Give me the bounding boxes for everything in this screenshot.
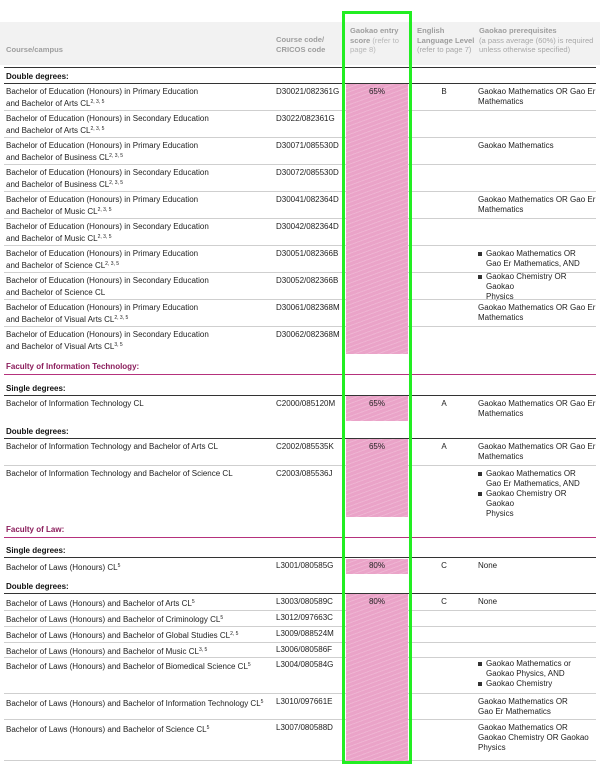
course-code: C2003/085536J <box>276 469 333 478</box>
divider <box>4 67 596 68</box>
table-header <box>0 22 600 65</box>
prerequisite-list <box>478 249 596 269</box>
course-code: L3001/080585G <box>276 561 334 570</box>
divider <box>4 110 596 111</box>
course-code: L3007/080588D <box>276 723 333 732</box>
header-prerequisites: Gaokao prerequisites (a pass average (60%) is required unless otherwise specified) <box>479 26 594 54</box>
divider <box>4 137 596 138</box>
divider <box>4 465 596 466</box>
faculty-divider <box>4 537 596 538</box>
divider <box>4 299 596 300</box>
divider <box>4 395 596 396</box>
course-name: Bachelor of Laws (Honours) $CL^5$ <box>6 563 121 572</box>
course-name: Bachelor of Education (Honours) in Primary Education and Bachelor of Arts CL$^{2, 3, 5}$ <box>6 87 199 108</box>
section-heading-single-degrees: Single degrees: <box>6 546 66 555</box>
divider <box>4 557 596 558</box>
divider <box>4 245 596 246</box>
divider <box>4 83 596 84</box>
prerequisite-list <box>478 469 596 519</box>
prerequisite: Gaokao Mathematics OR Gao Er Mathematics <box>478 195 596 214</box>
divider <box>4 693 596 694</box>
score-band-law-double <box>346 594 408 762</box>
faculty-heading-law: Faculty of Law: <box>6 525 65 534</box>
course-code: L3012/097663C <box>276 613 333 622</box>
prerequisite: None <box>478 561 498 570</box>
english-level: A <box>441 442 447 451</box>
course-code: D30052/082366B <box>276 276 339 285</box>
divider <box>4 164 596 165</box>
prerequisite: Gaokao Mathematics OR Gao Er Mathematics <box>478 442 596 461</box>
prerequisite: Gaokao Mathematics <box>478 141 554 150</box>
score-band-education <box>346 84 408 354</box>
prerequisite-list <box>478 272 596 302</box>
divider <box>4 719 596 720</box>
english-level: B <box>441 87 447 96</box>
divider <box>4 191 596 192</box>
prerequisite-item: Gaokao Chemistry <box>478 679 596 689</box>
prerequisite: Gaokao Mathematics OR Gao Er Mathematics <box>478 399 596 418</box>
divider <box>4 218 596 219</box>
gaokao-score: 65% <box>368 87 385 96</box>
course-name: Bachelor of Laws (Honours) and Bachelor of Arts $CL^5$ <box>6 599 195 608</box>
course-code: C2000/085120M <box>276 399 336 408</box>
course-name: Bachelor of Information Technology CL <box>6 399 144 408</box>
course-code: D30062/082368M <box>276 330 340 339</box>
course-name: Bachelor of Laws (Honours) and Bachelor of Global Studies CL$^{2, 5}$ <box>6 631 239 640</box>
course-name: Bachelor of Education (Honours) in Secondary Education and Bachelor of Business CL$^{2, 3, 5}$ <box>6 168 209 189</box>
english-level: C <box>441 597 447 606</box>
faculty-divider <box>4 374 596 375</box>
gaokao-score: 65% <box>368 399 385 408</box>
course-name: Bachelor of Education (Honours) in Primary Education and Bachelor of Business CL$^{2, 3, 5}$ <box>6 141 199 162</box>
course-name: Bachelor of Education (Honours) in Secondary Education and Bachelor of Arts CL$^{2, 3, 5}$ <box>6 114 209 135</box>
course-name: Bachelor of Education (Honours) in Primary Education and Bachelor of Science CL$^{2, 3, 5}$ <box>6 249 199 270</box>
course-name: Bachelor of Laws (Honours) and Bachelor of Music CL$^{3, 5}$ <box>6 647 208 656</box>
header-gaokao-score: Gaokao entry score (refer to page 8) <box>350 26 399 54</box>
course-name: Bachelor of Laws (Honours) and Bachelor of Information Technology $CL^5$ <box>6 699 264 708</box>
prerequisite: Gaokao Mathematics OR Gao Er Mathematics <box>478 697 568 716</box>
course-name: Bachelor of Education (Honours) in Secondary Education and Bachelor of Visual Arts CL$^{3, 5}$ <box>6 330 209 351</box>
course-name: Bachelor of Education (Honours) in Secondary Education and Bachelor of Science CL <box>6 276 209 297</box>
divider <box>4 760 596 761</box>
section-heading-double-degrees: Double degrees: <box>6 72 69 81</box>
faculty-heading-it: Faculty of Information Technology: <box>6 362 140 371</box>
course-code: D30061/082368M <box>276 303 340 312</box>
divider <box>4 438 596 439</box>
course-name: Bachelor of Education (Honours) in Primary Education and Bachelor of Music CL$^{2, 3, 5}$ <box>6 195 199 216</box>
course-code: L3004/080584G <box>276 660 334 669</box>
prerequisite-item: Gaokao Mathematics OR Gao Er Mathematics, AND <box>478 469 596 489</box>
header-english-level: English Language Level (refer to page 7) <box>417 26 475 54</box>
course-code: D30042/082364D <box>276 222 339 231</box>
header-course-code: Course code/ CRICOS code <box>276 35 326 54</box>
divider <box>4 626 596 627</box>
prerequisite-item: Gaokao Chemistry OR Gaokao Physics <box>478 272 596 302</box>
course-name: Bachelor of Education (Honours) in Secondary Education and Bachelor of Music CL$^{2, 3, 5}$ <box>6 222 209 243</box>
prerequisite-item: Gaokao Mathematics or Gaokao Physics, AND <box>478 659 596 679</box>
course-code: D30071/085530D <box>276 141 339 150</box>
divider <box>4 593 596 594</box>
course-code: C2002/085535K <box>276 442 334 451</box>
gaokao-score: 80% <box>368 561 385 570</box>
prerequisite-item: Gaokao Mathematics OR Gao Er Mathematics, AND <box>478 249 596 269</box>
divider <box>4 326 596 327</box>
course-code: D3022/082361G <box>276 114 335 123</box>
course-code: L3009/088524M <box>276 629 334 638</box>
course-code: L3003/080589C <box>276 597 333 606</box>
course-code: D30021/082361G <box>276 87 340 96</box>
course-code: D30072/085530D <box>276 168 339 177</box>
course-name: Bachelor of Laws (Honours) and Bachelor of Criminology $CL^5$ <box>6 615 224 624</box>
section-heading-double-degrees: Double degrees: <box>6 427 69 436</box>
section-heading-double-degrees: Double degrees: <box>6 582 69 591</box>
divider <box>4 642 596 643</box>
prerequisite-item: Gaokao Chemistry OR Gaokao Physics <box>478 489 596 519</box>
header-course-campus: Course/campus <box>6 45 63 54</box>
course-code: D30051/082366B <box>276 249 339 258</box>
english-level: C <box>441 561 447 570</box>
course-name: Bachelor of Laws (Honours) and Bachelor of Biomedical Science $CL^5$ <box>6 662 251 671</box>
course-name: Bachelor of Laws (Honours) and Bachelor of Science $CL^5$ <box>6 725 210 734</box>
section-heading-single-degrees: Single degrees: <box>6 384 66 393</box>
gaokao-score: 65% <box>368 442 385 451</box>
course-code: L3010/097661E <box>276 697 333 706</box>
course-name: Bachelor of Information Technology and Bachelor of Arts CL <box>6 442 218 451</box>
course-code: D30041/082364D <box>276 195 339 204</box>
gaokao-score: 80% <box>368 597 385 606</box>
prerequisite-list <box>478 659 596 689</box>
course-name: Bachelor of Information Technology and Bachelor of Science CL <box>6 469 233 478</box>
prerequisite: Gaokao Mathematics OR Gao Er Mathematics <box>478 87 596 106</box>
course-code: L3006/080586F <box>276 645 333 654</box>
prerequisite: None <box>478 597 498 606</box>
divider <box>4 610 596 611</box>
prerequisite: Gaokao Mathematics OR Gaokao Chemistry OR Gaokao Physics <box>478 723 589 752</box>
prerequisite: Gaokao Mathematics OR Gao Er Mathematics <box>478 303 596 322</box>
course-name: Bachelor of Education (Honours) in Primary Education and Bachelor of Visual Arts CL$^{2, 3, 5}$ <box>6 303 199 324</box>
divider <box>4 657 596 658</box>
english-level: A <box>441 399 447 408</box>
